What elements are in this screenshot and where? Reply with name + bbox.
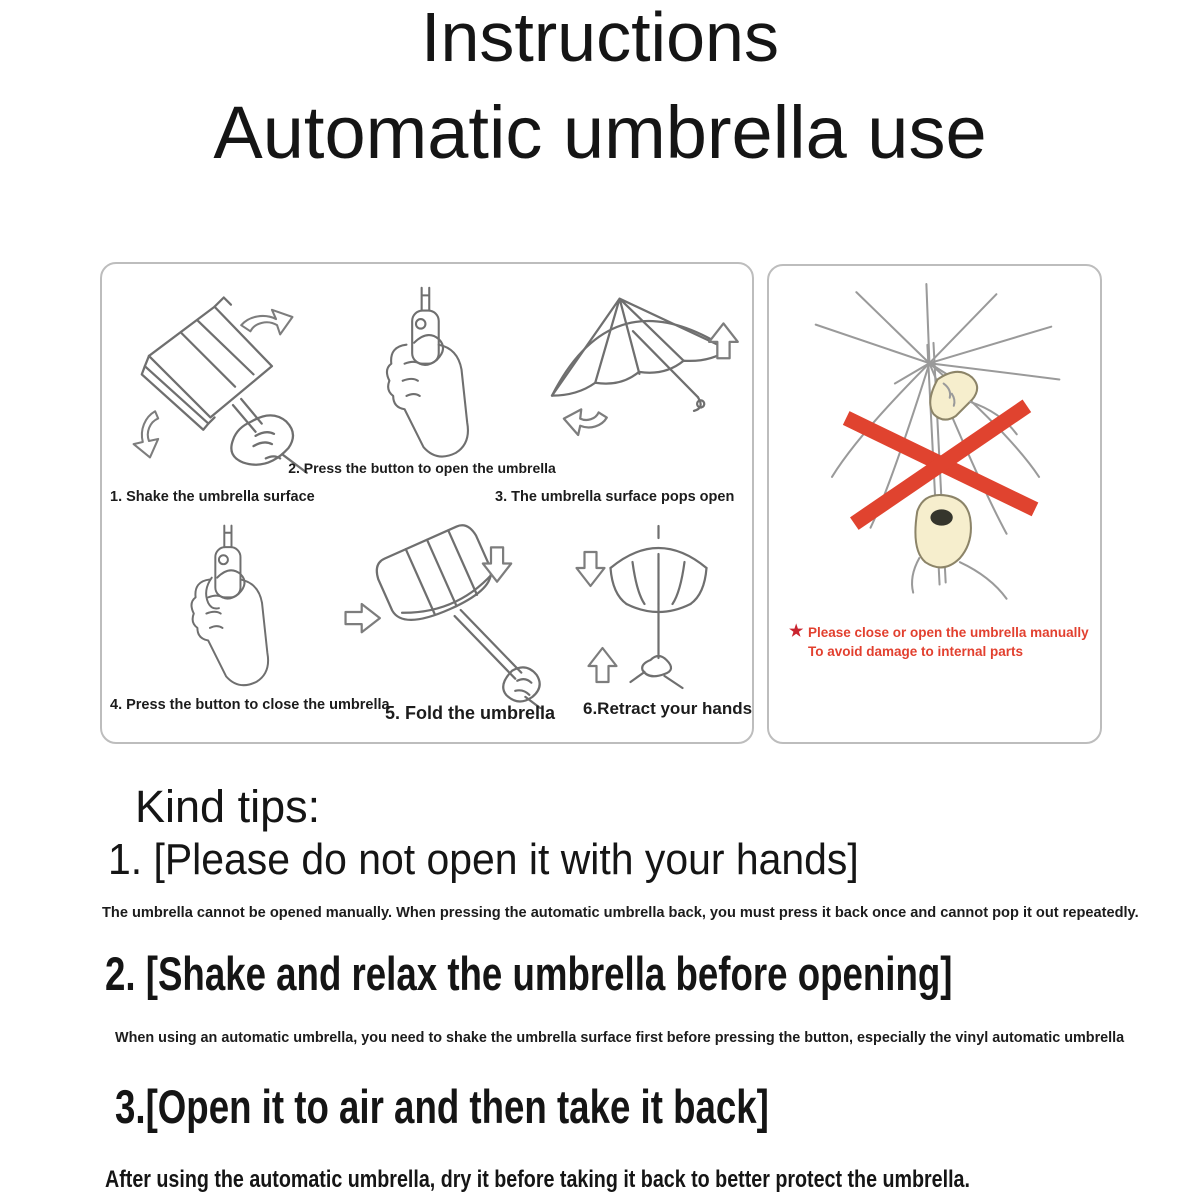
steps-panel (100, 262, 754, 744)
lower-hand (915, 495, 971, 567)
step4-caption: 4. Press the button to close the umbrella (110, 697, 390, 713)
tip3-title: 3.[Open it to air and then take it back] (115, 1080, 769, 1133)
step6-retract-illustration (564, 516, 749, 706)
page-subtitle: Automatic umbrella use (213, 91, 987, 174)
tip2-body: When using an automatic umbrella, you need to shake the umbrella surface first before pressing the button, especially the vinyl automatic umbrella (115, 1030, 1125, 1046)
curved-arrow-icon (564, 409, 607, 435)
warning-line2: To avoid damage to internal parts (808, 644, 1024, 659)
down-arrow-icon (577, 552, 605, 586)
step3-caption: 3. The umbrella surface pops open (495, 489, 735, 505)
tip2-title: 2. [Shake and relax the umbrella before opening] (105, 947, 953, 1000)
step6-caption: 6.Retract your hands (583, 699, 753, 718)
step4-press-close-illustration (157, 522, 297, 697)
warning-panel (767, 264, 1102, 744)
down-arrow-icon (483, 547, 511, 581)
step5-fold-illustration (324, 509, 559, 709)
up-arrow-icon (589, 648, 617, 682)
step1-caption: 1. Shake the umbrella surface (110, 489, 315, 505)
step1-shake-illustration (110, 282, 315, 477)
star-icon: ★ (789, 623, 804, 640)
manual-open-crossed-illustration (797, 282, 1072, 617)
curved-arrow-icon (241, 310, 292, 335)
right-arrow-icon (346, 604, 380, 632)
step5-caption: 5. Fold the umbrella (385, 703, 556, 723)
tip3-body: After using the automatic umbrella, dry it before taking it back to better protect the umbrella. (105, 1166, 970, 1193)
up-arrow-icon (709, 323, 738, 358)
step2-caption: 2. Press the button to open the umbrella (288, 460, 556, 476)
page-title: Instructions (421, 0, 779, 76)
kind-tips-heading: Kind tips: (135, 781, 321, 832)
tip1-body: The umbrella cannot be opened manually. When pressing the automatic umbrella back, you must press it back once and cannot pop it out repeatedly. (102, 905, 1139, 921)
curved-arrow-icon (134, 411, 159, 457)
tip1-title: 1. [Please do not open it with your hands] (108, 835, 859, 884)
step2-press-open-illustration (357, 284, 492, 469)
warning-line1: Please close or open the umbrella manually (808, 625, 1089, 640)
step3-pops-open-illustration (527, 286, 747, 456)
